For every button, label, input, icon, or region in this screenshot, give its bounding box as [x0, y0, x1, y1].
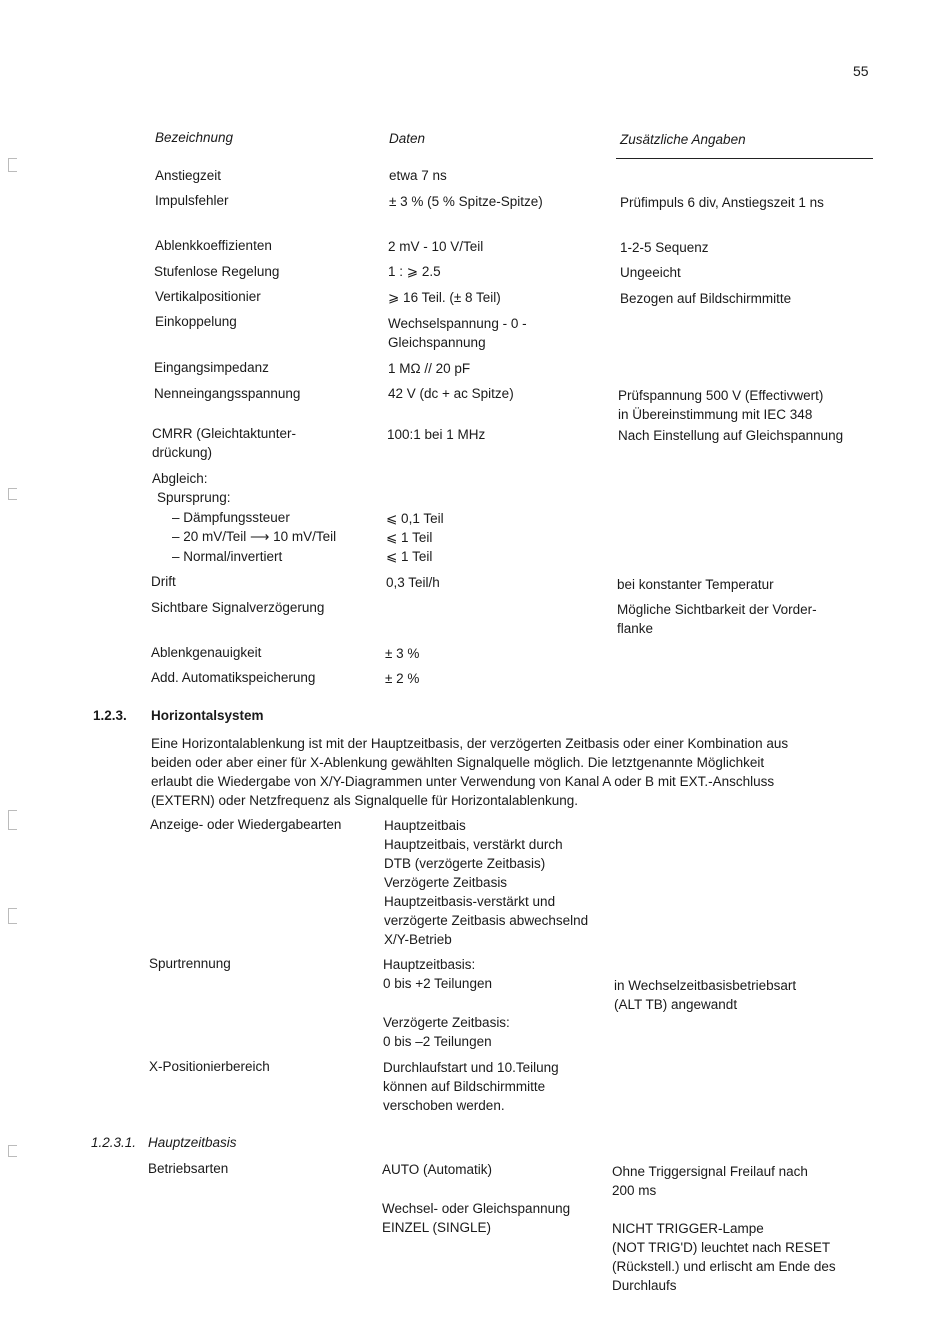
scan-margin-mark [8, 810, 17, 830]
row-note: Nach Einstellung auf Gleichspannung [618, 428, 844, 443]
row-note: in Wechselzeitbasisbetriebsart (ALT TB) angewandt [614, 978, 797, 1012]
row-data: 2 mV - 10 V/Teil [388, 239, 484, 254]
row-note: Mögliche Sichtbarkeit der Vorder- flanke [617, 602, 817, 636]
row-sublabel: Spursprung: [157, 490, 231, 505]
row-data: Hauptzeitbais Hauptzeitbais, verstärkt durch DTB (verzögerte Zeitbasis) Verzögerte Zeitbasis Hauptzeitbasis-verstärkt und verzögerte Zeitbasis abwechselnd X/Y-Betrieb [384, 818, 589, 947]
row-note: Prüfimpuls 6 div, Anstiegszeit 1 ns [620, 195, 824, 210]
row-note: Ohne Triggersignal Freilauf nach 200 ms [612, 1164, 808, 1198]
row-label: – 20 mV/Teil ⟶ 10 mV/Teil [172, 529, 337, 544]
row-label: Abgleich: [152, 471, 208, 486]
row-label: – Dämpfungssteuer [172, 510, 290, 525]
row-label: Ablenkkoeffizienten [155, 238, 272, 253]
header-rule [616, 158, 873, 159]
row-note: 1-2-5 Sequenz [620, 240, 709, 255]
scan-margin-mark [8, 1145, 17, 1157]
scan-margin-mark [8, 908, 17, 924]
row-label: – Normal/invertiert [172, 549, 283, 564]
row-note: Ungeeicht [620, 265, 681, 280]
section-title: Horizontalsystem [151, 708, 264, 723]
row-label: Nenneingangsspannung [154, 386, 301, 401]
row-data: 1 MΩ // 20 pF [388, 361, 471, 376]
row-label: Betriebsarten [148, 1161, 229, 1176]
row-data: Verzögerte Zeitbasis: 0 bis –2 Teilungen [383, 1015, 510, 1049]
row-note: Prüfspannung 500 V (Effectivwert) in Übereinstimmung mit IEC 348 [618, 388, 824, 422]
row-data: Durchlaufstart und 10.Teilung können auf Bildschirmmitte verschoben werden. [383, 1060, 559, 1113]
row-note: Bezogen auf Bildschirmmitte [620, 291, 792, 306]
section-paragraph: Eine Horizontalablenkung ist mit der Hauptzeitbasis, der verzögerten Zeitbasis oder einer Kombination aus beiden oder aber einer für X-Ablenkung gewählten Signalquelle möglich. Die letztgenannte Möglichkeit erlaubt die Wiedergabe von X/Y-Diagrammen unter Verwendung von Kanal A oder B mit EXT.-Anschluss (EXTERN) oder Netzfrequenz als Signalquelle für Horizontalablenkung. [151, 736, 789, 808]
row-label: Anzeige- oder Wiedergabearten [150, 817, 342, 832]
row-label: CMRR (Gleichtaktunter- drückung) [152, 426, 297, 460]
row-data: etwa 7 ns [389, 168, 447, 183]
section-title: Hauptzeitbasis [148, 1135, 237, 1150]
page-number: 55 [853, 63, 869, 79]
row-label: Impulsfehler [155, 193, 229, 208]
row-label: Anstiegzeit [155, 168, 222, 183]
header-zusatz: Zusätzliche Angaben [620, 132, 746, 147]
row-data: ± 3 % (5 % Spitze-Spitze) [389, 194, 543, 209]
row-label: X-Positionierbereich [149, 1059, 270, 1074]
section-number: 1.2.3.1. [91, 1135, 137, 1150]
row-label: Drift [151, 574, 176, 589]
row-label: Add. Automatikspeicherung [151, 670, 316, 685]
section-number: 1.2.3. [93, 708, 127, 723]
row-data: ⩽ 1 Teil [386, 530, 433, 545]
row-label: Stufenlose Regelung [154, 264, 280, 279]
row-data: 42 V (dc + ac Spitze) [388, 386, 514, 401]
row-data: ± 2 % [385, 671, 420, 686]
row-label: Eingangsimpedanz [154, 360, 269, 375]
row-label: Vertikalpositionier [155, 289, 261, 304]
scan-margin-mark [8, 158, 17, 172]
row-label: Sichtbare Signalverzögerung [151, 600, 325, 615]
row-data: AUTO (Automatik) [382, 1162, 493, 1177]
row-data: ⩽ 1 Teil [386, 549, 433, 564]
row-label: Spurtrennung [149, 956, 231, 971]
row-note: NICHT TRIGGER-Lampe (NOT TRIG'D) leuchtet nach RESET (Rückstell.) und erlischt am Ende des Durchlaufs [612, 1221, 836, 1293]
row-label: Einkoppelung [155, 314, 237, 329]
header-daten: Daten [389, 131, 426, 146]
row-data: ⩾ 16 Teil. (± 8 Teil) [388, 290, 501, 305]
header-bezeichnung: Bezeichnung [155, 130, 234, 145]
row-data: Wechselspannung - 0 - Gleichspannung [388, 316, 527, 350]
row-data: ⩽ 0,1 Teil [386, 511, 444, 526]
row-data: 0,3 Teil/h [386, 575, 440, 590]
row-data: ± 3 % [385, 646, 420, 661]
scan-margin-mark [8, 488, 17, 500]
row-note: bei konstanter Temperatur [617, 577, 774, 592]
row-data: Wechsel- oder Gleichspannung EINZEL (SINGLE) [382, 1201, 571, 1235]
row-data: Hauptzeitbasis: 0 bis +2 Teilungen [383, 957, 492, 991]
row-data: 1 : ⩾ 2.5 [388, 264, 441, 279]
row-data: 100:1 bei 1 MHz [387, 427, 486, 442]
row-label: Ablenkgenauigkeit [151, 645, 262, 660]
